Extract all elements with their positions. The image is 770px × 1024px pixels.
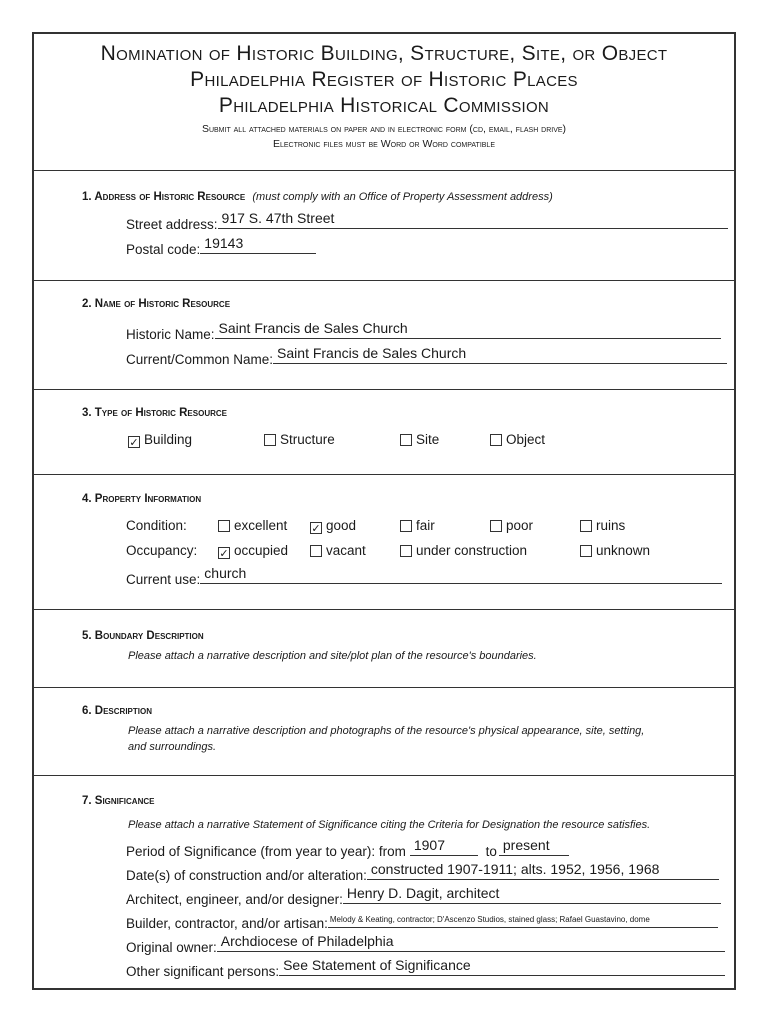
description-text-2: and surroundings.: [128, 741, 217, 753]
checkbox-box: ✓: [311, 523, 321, 535]
historic-name-row: [126, 320, 721, 342]
dates-value: constructed 1907-1911; alts. 1952, 1956, 1968: [370, 861, 660, 877]
section-7-title: 7. Significance: [82, 795, 155, 807]
section-1-note: (must comply with an Office of Property Assessment address): [252, 191, 553, 203]
type-structure-label: Structure: [280, 432, 335, 447]
owner-value: Archdiocese of Philadelphia: [220, 933, 394, 949]
historic-name-field[interactable]: [215, 320, 721, 339]
form-frame: [32, 32, 736, 990]
type-object-checkbox[interactable]: [490, 432, 545, 447]
historic-name-value: Saint Francis de Sales Church: [218, 320, 408, 336]
common-name-field[interactable]: [273, 345, 727, 364]
checkbox-box: [310, 545, 322, 557]
period-to-value: present: [502, 837, 550, 853]
condition-poor-label: poor: [506, 518, 534, 533]
checkbox-box: [400, 520, 412, 532]
file-instructions: Electronic files must be Word or Word compatible: [272, 138, 495, 150]
postal-code-label: Postal code:: [126, 242, 201, 257]
persons-field[interactable]: [279, 957, 725, 976]
current-use-field[interactable]: [200, 565, 722, 584]
dates-field[interactable]: [367, 861, 719, 880]
checkbox-box: [580, 545, 592, 557]
condition-poor-checkbox[interactable]: [490, 518, 533, 533]
builder-row: [126, 912, 718, 931]
condition-fair-label: fair: [416, 518, 435, 533]
architect-value: Henry D. Dagit, architect: [346, 885, 500, 901]
architect-field[interactable]: [343, 885, 721, 904]
type-building-checkbox[interactable]: [128, 432, 192, 448]
checkbox-box: ✓: [219, 548, 229, 560]
section-5-title: 5. Boundary Description: [82, 630, 204, 642]
persons-row: [126, 957, 725, 979]
common-name-value: Saint Francis de Sales Church: [277, 345, 467, 361]
current-use-label: Current use:: [126, 572, 201, 587]
period-row: [126, 837, 569, 859]
section-4-title: 4. Property Information: [82, 493, 202, 505]
checkbox-box: [490, 434, 502, 446]
checkbox-box: [580, 520, 592, 532]
type-structure-checkbox[interactable]: [264, 432, 335, 447]
condition-excellent-label: excellent: [234, 518, 288, 533]
occupancy-occupied-checkbox[interactable]: [218, 543, 288, 559]
persons-label: Other significant persons:: [126, 964, 280, 979]
period-from-field[interactable]: [410, 837, 478, 856]
condition-label: Condition:: [126, 518, 187, 533]
period-to-label: to: [485, 844, 497, 859]
section-6-title: 6. Description: [82, 705, 152, 717]
significance-text: Please attach a narrative Statement of Significance citing the Criteria for Designation the resource satisfies.: [128, 819, 651, 831]
divider: [34, 170, 734, 171]
occupancy-under-construction-label: under construction: [416, 543, 528, 558]
occupancy-unknown-label: unknown: [596, 543, 651, 558]
condition-excellent-checkbox[interactable]: [218, 518, 287, 533]
type-site-checkbox[interactable]: [400, 432, 439, 447]
dates-row: [126, 861, 719, 883]
current-use-value: church: [204, 565, 247, 581]
form-title: Nomination of Historic Building, Structure, Site, or Object: [100, 42, 668, 65]
historic-name-label: Historic Name:: [126, 327, 215, 342]
condition-fair-checkbox[interactable]: [400, 518, 435, 533]
occupancy-unknown-checkbox[interactable]: [580, 543, 650, 558]
checkbox-box: ✓: [129, 437, 139, 449]
divider: [34, 609, 734, 610]
register-title: Philadelphia Register of Historic Places: [190, 68, 578, 91]
divider: [34, 280, 734, 281]
period-from-value: 1907: [413, 837, 446, 853]
architect-label: Architect, engineer, and/or designer:: [126, 892, 343, 907]
persons-value: See Statement of Significance: [283, 957, 471, 973]
submit-instructions: Submit all attached materials on paper and in electronic form (cd, email, flash drive): [201, 123, 567, 135]
occupancy-label: Occupancy:: [126, 543, 198, 558]
period-label: Period of Significance (from year to year): from: [126, 844, 406, 859]
type-building-label: Building: [144, 432, 193, 447]
builder-value: Melody & Keating, contractor; D'Ascenzo Studios, stained glass; Rafael Guastavino, dome: [329, 915, 650, 924]
postal-code-row: [126, 235, 316, 257]
condition-good-label: good: [326, 518, 357, 533]
condition-ruins-checkbox[interactable]: [580, 518, 625, 533]
period-to-field[interactable]: [499, 837, 569, 856]
divider: [34, 775, 734, 776]
condition-good-checkbox[interactable]: [310, 518, 356, 534]
street-address-label: Street address:: [126, 217, 218, 232]
checkbox-box: [400, 434, 412, 446]
checkbox-box: [264, 434, 276, 446]
boundary-description-text: Please attach a narrative description and site/plot plan of the resource's boundaries.: [128, 650, 537, 662]
type-site-label: Site: [416, 432, 440, 447]
condition-ruins-label: ruins: [596, 518, 626, 533]
postal-code-field[interactable]: [200, 235, 316, 254]
owner-field[interactable]: [217, 933, 725, 952]
checkbox-box: [218, 520, 230, 532]
type-object-label: Object: [506, 432, 546, 447]
owner-label: Original owner:: [126, 940, 217, 955]
divider: [34, 389, 734, 390]
divider: [34, 687, 734, 688]
occupancy-under-construction-checkbox[interactable]: [400, 543, 527, 558]
commission-title: Philadelphia Historical Commission: [218, 94, 550, 117]
occupancy-vacant-label: vacant: [326, 543, 366, 558]
current-use-row: [126, 565, 722, 587]
description-text-1: Please attach a narrative description and photographs of the resource's physical appearance, site, setting,: [128, 725, 645, 737]
checkbox-box: [490, 520, 502, 532]
checkbox-box: [400, 545, 412, 557]
owner-row: [126, 933, 725, 955]
street-address-field[interactable]: [218, 210, 728, 229]
architect-row: [126, 885, 721, 907]
street-address-row: [126, 210, 728, 232]
street-address-value: 917 S. 47th Street: [221, 210, 335, 226]
postal-code-value: 19143: [204, 235, 244, 251]
builder-label: Builder, contractor, and/or artisan:: [126, 916, 328, 931]
section-1-heading: 1. Address of Historic Resource: [82, 191, 246, 203]
dates-label: Date(s) of construction and/or alteration:: [126, 868, 367, 883]
section-1-title: [82, 191, 553, 203]
section-3-title: 3. Type of Historic Resource: [82, 407, 227, 419]
common-name-row: [126, 345, 727, 367]
occupancy-vacant-checkbox[interactable]: [310, 543, 366, 558]
builder-field[interactable]: [328, 912, 718, 928]
occupancy-occupied-label: occupied: [234, 543, 289, 558]
common-name-label: Current/Common Name:: [126, 352, 274, 367]
section-2-title: 2. Name of Historic Resource: [82, 298, 231, 310]
divider: [34, 474, 734, 475]
